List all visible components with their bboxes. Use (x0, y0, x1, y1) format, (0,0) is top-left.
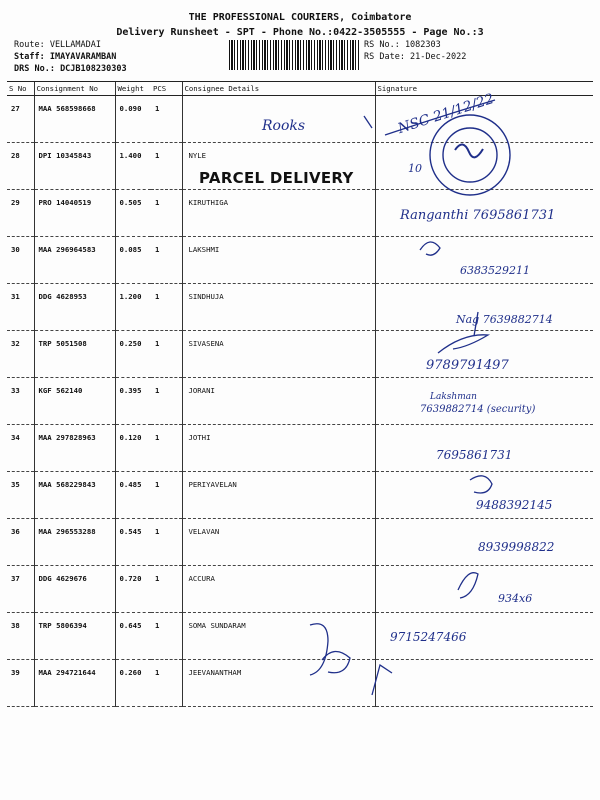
row-consignee: NYLE (182, 143, 375, 190)
handwriting-row37-sig: 934x6 (498, 592, 533, 605)
row-pcs: 1 (151, 237, 182, 284)
row-pcs: 1 (151, 96, 182, 143)
handwriting-row32-bottom: 9789791497 (426, 358, 509, 373)
row-sno: 37 (7, 566, 34, 613)
row-sno: 38 (7, 613, 34, 660)
row-pcs: 1 (151, 660, 182, 707)
handwriting-row29-sig: Ranganthi 7695861731 (400, 208, 556, 223)
row-pcs: 1 (151, 613, 182, 660)
row-consignee: JOTHI (182, 425, 375, 472)
staff-label: Staff: (14, 52, 50, 62)
row-sno: 36 (7, 519, 34, 566)
col-signature: Signature (375, 82, 593, 96)
row-pcs: 1 (151, 378, 182, 425)
row-weight: 0.260 (115, 660, 151, 707)
col-pcs: PCS (151, 82, 182, 96)
row-consignee: JEEVANANTHAM (182, 660, 375, 707)
row-sno: 29 (7, 190, 34, 237)
row-pcs: 1 (151, 284, 182, 331)
row-pcs: 1 (151, 566, 182, 613)
row-weight: 0.645 (115, 613, 151, 660)
row-sno: 27 (7, 96, 34, 143)
row-consignee: SIVASENA (182, 331, 375, 378)
company-title: THE PROFESSIONAL COURIERS, Coimbatore (188, 12, 412, 23)
row-consignee: PERIYAVELAN (182, 472, 375, 519)
col-consignment: Consignment No (34, 82, 115, 96)
handwriting-row33-sig: Lakshman (430, 392, 477, 402)
row-consignment: DDG 4629676 (34, 566, 115, 613)
row-consignment: DPI 10345843 (34, 143, 115, 190)
col-sno: S No (7, 82, 34, 96)
handwriting-row35-sig: 9488392145 (476, 498, 553, 512)
row-sno: 31 (7, 284, 34, 331)
parcel-delivery-stamp: PARCEL DELIVERY (199, 169, 354, 187)
row-pcs: 1 (151, 143, 182, 190)
row-sno: 32 (7, 331, 34, 378)
row-pcs: 1 (151, 190, 182, 237)
row-sno: 35 (7, 472, 34, 519)
route-label: Route: VELLAMADAI (14, 40, 101, 50)
row-weight: 0.485 (115, 472, 151, 519)
row-consignment: MAA 294721644 (34, 660, 115, 707)
row-consignee: JORANI (182, 378, 375, 425)
row-consignee: SINDHUJA (182, 284, 375, 331)
row-consignment: KGF 562140 (34, 378, 115, 425)
row-weight: 0.120 (115, 425, 151, 472)
row-consignment: TRP 5806394 (34, 613, 115, 660)
rs-date: RS Date: 21-Dec-2022 (364, 52, 467, 62)
staff-name: IMAYAVARAMBAN (49, 52, 117, 62)
row-weight: 1.200 (115, 284, 151, 331)
handwriting-row30-sig: 6383529211 (460, 264, 530, 277)
rs-number: RS No.: 1082303 (364, 40, 441, 50)
handwriting-row33-sig2: 7639882714 (security) (420, 404, 536, 415)
row-consignment: MAA 296964583 (34, 237, 115, 284)
handwriting-row38-sig: 9715247466 (390, 630, 467, 644)
row-consignment: PRO 14040519 (34, 190, 115, 237)
row-weight: 0.505 (115, 190, 151, 237)
row-consignee: LAKSHMI (182, 237, 375, 284)
row-sno: 28 (7, 143, 34, 190)
row-consignment: MAA 296553288 (34, 519, 115, 566)
drs-number: DCJB108230303 (60, 64, 127, 74)
row-consignee: ACCURA (182, 566, 375, 613)
row-pcs: 1 (151, 472, 182, 519)
row-weight: 0.090 (115, 96, 151, 143)
handwriting-row32-top: Nag 7639882714 (456, 313, 553, 326)
row-consignment: TRP 5051508 (34, 331, 115, 378)
row-consignment: MAA 297828963 (34, 425, 115, 472)
row-weight: 0.545 (115, 519, 151, 566)
handwriting-row28-sig: 10 (408, 162, 422, 175)
row-consignee: VELAVAN (182, 519, 375, 566)
runsheet-subtitle: Delivery Runsheet - SPT - Phone No.:0422-3505555 - Page No.:3 (116, 27, 484, 38)
handwriting-row27-name: Rooks (262, 118, 306, 134)
row-weight: 0.395 (115, 378, 151, 425)
row-pcs: 1 (151, 425, 182, 472)
row-consignment: MAA 568229843 (34, 472, 115, 519)
handwriting-row36-sig: 8939998822 (478, 540, 555, 554)
col-weight: Weight (115, 82, 151, 96)
drs-label: DRS No.: (14, 64, 61, 74)
row-consignee: SOMA SUNDARAM (182, 613, 375, 660)
row-consignee: KIRUTHIGA (182, 190, 375, 237)
row-sno: 39 (7, 660, 34, 707)
row-weight: 1.400 (115, 143, 151, 190)
handwriting-row34-sig: 7695861731 (436, 448, 513, 462)
row-pcs: 1 (151, 519, 182, 566)
row-pcs: 1 (151, 331, 182, 378)
row-sno: 30 (7, 237, 34, 284)
row-consignment: MAA 568598668 (34, 96, 115, 143)
company-seal (430, 115, 510, 195)
handwriting-row27-sig: NSC 21/12/22 (395, 90, 496, 138)
row-weight: 0.720 (115, 566, 151, 613)
row-sno: 34 (7, 425, 34, 472)
row-consignment: DDG 4628953 (34, 284, 115, 331)
row-sno: 33 (7, 378, 34, 425)
col-consignee: Consignee Details (182, 82, 375, 96)
row-weight: 0.085 (115, 237, 151, 284)
row-weight: 0.250 (115, 331, 151, 378)
